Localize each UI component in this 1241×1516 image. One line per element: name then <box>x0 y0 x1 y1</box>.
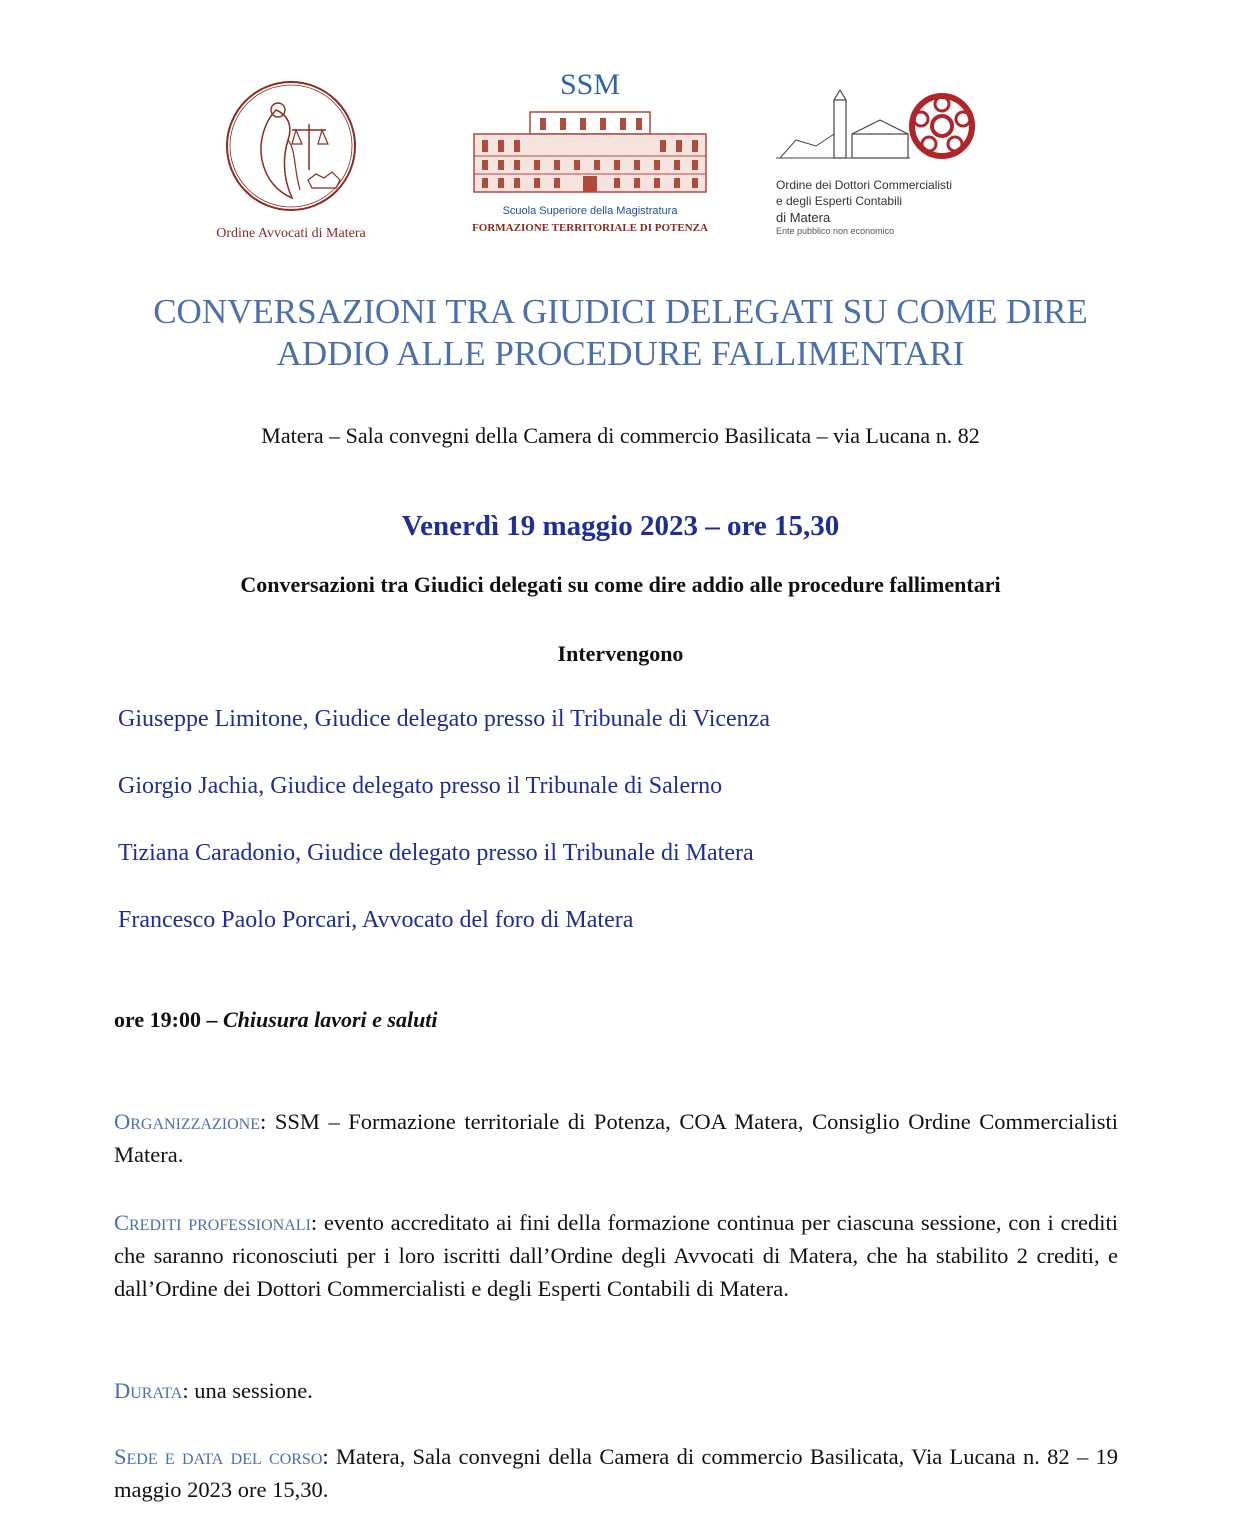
info-sede <box>114 1440 1118 1506</box>
event-venue: Matera – Sala convegni della Camera di commercio Basilicata – via Lucana n. 82 <box>261 423 980 448</box>
cathedral-icon <box>776 90 996 180</box>
palace-icon <box>440 104 740 204</box>
info-text: : Matera, Sala convegni della Camera di commercio Basilicata, Via Lucana n. 82 – 19 maggio 2023 ore 15,30. <box>114 1444 1118 1502</box>
justice-seal-icon <box>196 80 386 220</box>
ssm-territorial: FORMAZIONE TERRITORIALE DI POTENZA <box>472 222 708 234</box>
info-text: : SSM – Formazione territoriale di Potenza, COA Matera, Consiglio Ordine Commercialisti Matera. <box>114 1109 1118 1167</box>
info-text: : una sessione. <box>182 1378 313 1403</box>
info-label: Crediti professionali <box>114 1210 311 1235</box>
info-text: : evento accreditato ai fini della formazione continua per ciascuna sessione, con i crediti che saranno riconosciuti per i loro iscritti dall’Ordine degli Avvocati di Matera, che ha stabilito 2 crediti, e dall’Ordine dei Dottori Commercialisti e degli Esperti Contabili di Matera. <box>114 1210 1119 1301</box>
closing-text: Chiusura lavori e saluti <box>222 1007 438 1032</box>
logo-header <box>0 60 1241 250</box>
info-label: Sede e data del corso <box>114 1444 323 1469</box>
info-label: Organizzazione <box>114 1109 260 1134</box>
event-date: Venerdì 19 maggio 2023 – ore 15,30 <box>401 510 840 542</box>
info-organizzazione <box>114 1105 1118 1171</box>
odc-line-3: di Matera <box>776 210 831 225</box>
logo-caption: Ordine Avvocati di Matera <box>216 226 366 241</box>
speaker-item: Giuseppe Limitone, Giudice delegato presso il Tribunale di Vicenza <box>118 706 770 732</box>
odc-line-4: Ente pubblico non economico <box>776 226 895 236</box>
speaker-item: Giorgio Jachia, Giudice delegato presso il Tribunale di Salerno <box>118 773 723 799</box>
speaker-item: Tiziana Caradonio, Giudice delegato presso il Tribunale di Matera <box>118 840 754 866</box>
info-durata <box>114 1374 1118 1407</box>
page-title-line-1: CONVERSAZIONI TRA GIUDICI DELEGATI SU COME DIRE <box>153 292 1088 331</box>
info-crediti <box>114 1206 1118 1305</box>
logo-ordine-commercialisti <box>776 90 996 236</box>
speakers-heading: Intervengono <box>557 641 684 666</box>
closing-time: ore 19:00 – <box>114 1007 223 1032</box>
event-subtitle: Conversazioni tra Giudici delegati su come dire addio alle procedure fallimentari <box>240 572 1001 597</box>
closing-line <box>114 1007 438 1033</box>
odc-line-2: e degli Esperti Contabili <box>776 194 903 208</box>
logo-ordine-avvocati <box>196 80 386 241</box>
page-title-line-2: ADDIO ALLE PROCEDURE FALLIMENTARI <box>276 334 965 373</box>
ssm-acronym: SSM <box>559 68 621 101</box>
info-label: Durata <box>114 1378 183 1403</box>
speaker-item: Francesco Paolo Porcari, Avvocato del foro di Matera <box>118 907 634 933</box>
odc-line-1: Ordine dei Dottori Commercialisti <box>776 178 953 192</box>
ssm-subtitle: Scuola Superiore della Magistratura <box>502 205 678 217</box>
